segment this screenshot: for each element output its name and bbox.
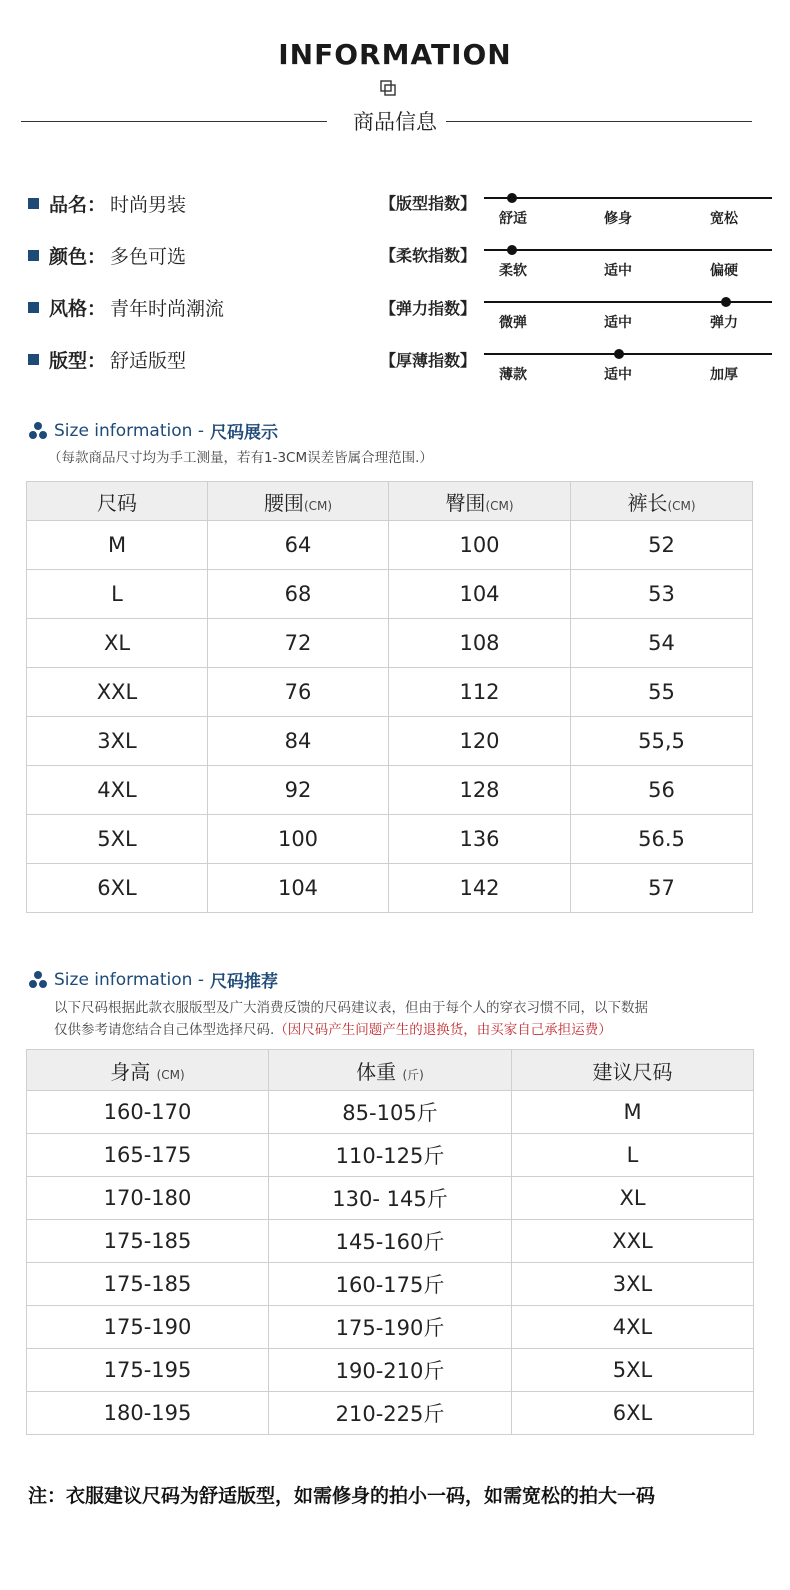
table-cell: 112 [389, 668, 571, 717]
table-row [27, 668, 753, 717]
table-cell: M [27, 521, 208, 570]
attribute-key: 颜色： [49, 245, 107, 268]
attribute-value: 时尚男装 [110, 193, 187, 216]
table-cell: 180-195 [27, 1392, 269, 1435]
column-header: 腰围(CM) [208, 482, 389, 521]
attribute-value: 青年时尚潮流 [110, 297, 225, 320]
size-display-note: （每款商品尺寸均为手工测量，若有1-3CM误差皆属合理范围.） [48, 450, 433, 466]
table-cell: L [27, 570, 208, 619]
table-row [27, 1263, 754, 1306]
table-cell: 170-180 [27, 1177, 269, 1220]
attribute-row [28, 240, 186, 270]
table-row [27, 717, 753, 766]
size-display-table [26, 481, 753, 913]
size-recommend-note-text: 仅供参考请您结合自己体型选择尺码. [54, 1022, 275, 1038]
index-tick-mid: 修身 [604, 211, 632, 227]
attribute-row [28, 188, 186, 218]
column-header: 裤长(CM) [571, 482, 753, 521]
bullet-square-icon [28, 250, 39, 261]
index-tick-mid: 适中 [604, 367, 632, 383]
index-tick-high: 弹力 [710, 315, 738, 331]
table-row [27, 815, 753, 864]
table-cell: 6XL [512, 1392, 754, 1435]
table-cell: 6XL [27, 864, 208, 913]
index-tick-low: 薄款 [499, 367, 527, 383]
table-cell: 55 [571, 668, 753, 717]
table-row [27, 1349, 754, 1392]
table-row [27, 1220, 754, 1263]
table-cell: 56 [571, 766, 753, 815]
table-row [27, 570, 753, 619]
table-cell: 76 [208, 668, 389, 717]
table-row [27, 864, 753, 913]
index-tick-mid: 适中 [604, 315, 632, 331]
table-cell: 175-190 [27, 1306, 269, 1349]
column-header: 体重 (斤) [269, 1050, 512, 1091]
table-cell: 64 [208, 521, 389, 570]
index-marker [614, 349, 624, 359]
table-row [27, 1134, 754, 1177]
table-cell: 68 [208, 570, 389, 619]
attribute-row [28, 292, 224, 322]
index-tick-high: 偏硬 [710, 263, 738, 279]
table-cell: 142 [389, 864, 571, 913]
table-cell: 72 [208, 619, 389, 668]
section-heading-cn: 尺码推荐 [209, 972, 278, 992]
section-heading-cn: 尺码展示 [209, 423, 278, 443]
table-cell: 175-190斤 [269, 1306, 512, 1349]
table-cell: 4XL [512, 1306, 754, 1349]
table-cell: 4XL [27, 766, 208, 815]
table-cell: 175-185 [27, 1220, 269, 1263]
table-cell: 3XL [512, 1263, 754, 1306]
attribute-key: 版型： [49, 349, 107, 372]
table-cell: 3XL [27, 717, 208, 766]
table-cell: 5XL [27, 815, 208, 864]
table-cell: 120 [389, 717, 571, 766]
index-tick-high: 宽松 [710, 211, 738, 227]
size-recommend-note-line2 [54, 1018, 612, 1038]
overlapping-squares-icon [380, 80, 396, 96]
index-label: 【柔软指数】 [380, 246, 477, 265]
bullet-square-icon [28, 302, 39, 313]
table-cell: XL [27, 619, 208, 668]
table-cell: L [512, 1134, 754, 1177]
trefoil-icon [28, 970, 48, 990]
index-marker [507, 245, 517, 255]
table-cell: 210-225斤 [269, 1392, 512, 1435]
footnote: 注：衣服建议尺码为舒适版型，如需修身的拍小一码，如需宽松的拍大一码 [28, 1485, 656, 1507]
table-cell: 136 [389, 815, 571, 864]
table-cell: 53 [571, 570, 753, 619]
table-cell: XXL [27, 668, 208, 717]
index-tick-low: 微弹 [499, 315, 527, 331]
bullet-square-icon [28, 198, 39, 209]
column-header: 身高 (CM) [27, 1050, 269, 1091]
title-english: INFORMATION [278, 38, 512, 71]
column-header: 臀围(CM) [389, 482, 571, 521]
table-cell: 56.5 [571, 815, 753, 864]
index-tick-high: 加厚 [710, 367, 738, 383]
table-cell: 145-160斤 [269, 1220, 512, 1263]
size-recommend-note-line1: 以下尺码根据此款衣服版型及广大消费反馈的尺码建议表，但由于每个人的穿衣习惯不同，以下数据 [54, 1000, 648, 1016]
table-cell: 84 [208, 717, 389, 766]
table-cell: 190-210斤 [269, 1349, 512, 1392]
attribute-key: 品名： [49, 193, 107, 216]
table-cell: 85-105斤 [269, 1091, 512, 1134]
index-label: 【版型指数】 [380, 194, 477, 213]
attribute-key: 风格： [49, 297, 107, 320]
index-tick-low: 舒适 [499, 211, 527, 227]
table-cell: XL [512, 1177, 754, 1220]
table-cell: 110-125斤 [269, 1134, 512, 1177]
size-recommend-table [26, 1049, 754, 1435]
table-cell: 128 [389, 766, 571, 815]
table-cell: 175-195 [27, 1349, 269, 1392]
title-chinese: 商品信息 [353, 110, 437, 134]
table-row [27, 521, 753, 570]
bullet-square-icon [28, 354, 39, 365]
table-header-row [27, 482, 753, 521]
table-cell: XXL [512, 1220, 754, 1263]
attribute-row [28, 344, 186, 374]
table-cell: 175-185 [27, 1263, 269, 1306]
section-heading-size-recommend [28, 967, 278, 992]
table-cell: 165-175 [27, 1134, 269, 1177]
table-row [27, 1091, 754, 1134]
return-policy-warning: （因尺码产生问题产生的退换货，由买家自己承担运费） [274, 1022, 612, 1038]
table-row [27, 1306, 754, 1349]
table-cell: 130- 145斤 [269, 1177, 512, 1220]
table-cell: 55,5 [571, 717, 753, 766]
table-cell: 52 [571, 521, 753, 570]
attribute-value: 多色可选 [110, 245, 187, 268]
table-row [27, 1177, 754, 1220]
table-cell: 104 [208, 864, 389, 913]
index-tick-mid: 适中 [604, 263, 632, 279]
index-marker [507, 193, 517, 203]
index-label: 【弹力指数】 [380, 299, 477, 318]
column-header: 尺码 [27, 482, 208, 521]
table-header-row [27, 1050, 754, 1091]
index-scale-line [484, 197, 772, 199]
section-heading-size-display [28, 418, 278, 443]
table-cell: M [512, 1091, 754, 1134]
table-row [27, 766, 753, 815]
table-cell: 5XL [512, 1349, 754, 1392]
trefoil-icon [28, 421, 48, 441]
table-cell: 92 [208, 766, 389, 815]
section-heading-en: Size information - [54, 969, 204, 990]
section-heading-en: Size information - [54, 420, 204, 441]
attribute-value: 舒适版型 [110, 349, 187, 372]
table-cell: 160-175斤 [269, 1263, 512, 1306]
index-label: 【厚薄指数】 [380, 351, 477, 370]
index-scale-line [484, 249, 772, 251]
table-cell: 160-170 [27, 1091, 269, 1134]
index-scale-line [484, 353, 772, 355]
table-cell: 108 [389, 619, 571, 668]
column-header: 建议尺码 [512, 1050, 754, 1091]
table-cell: 104 [389, 570, 571, 619]
table-row [27, 1392, 754, 1435]
index-tick-low: 柔软 [499, 263, 527, 279]
table-row [27, 619, 753, 668]
table-cell: 100 [389, 521, 571, 570]
index-marker [721, 297, 731, 307]
table-cell: 100 [208, 815, 389, 864]
table-cell: 54 [571, 619, 753, 668]
table-cell: 57 [571, 864, 753, 913]
